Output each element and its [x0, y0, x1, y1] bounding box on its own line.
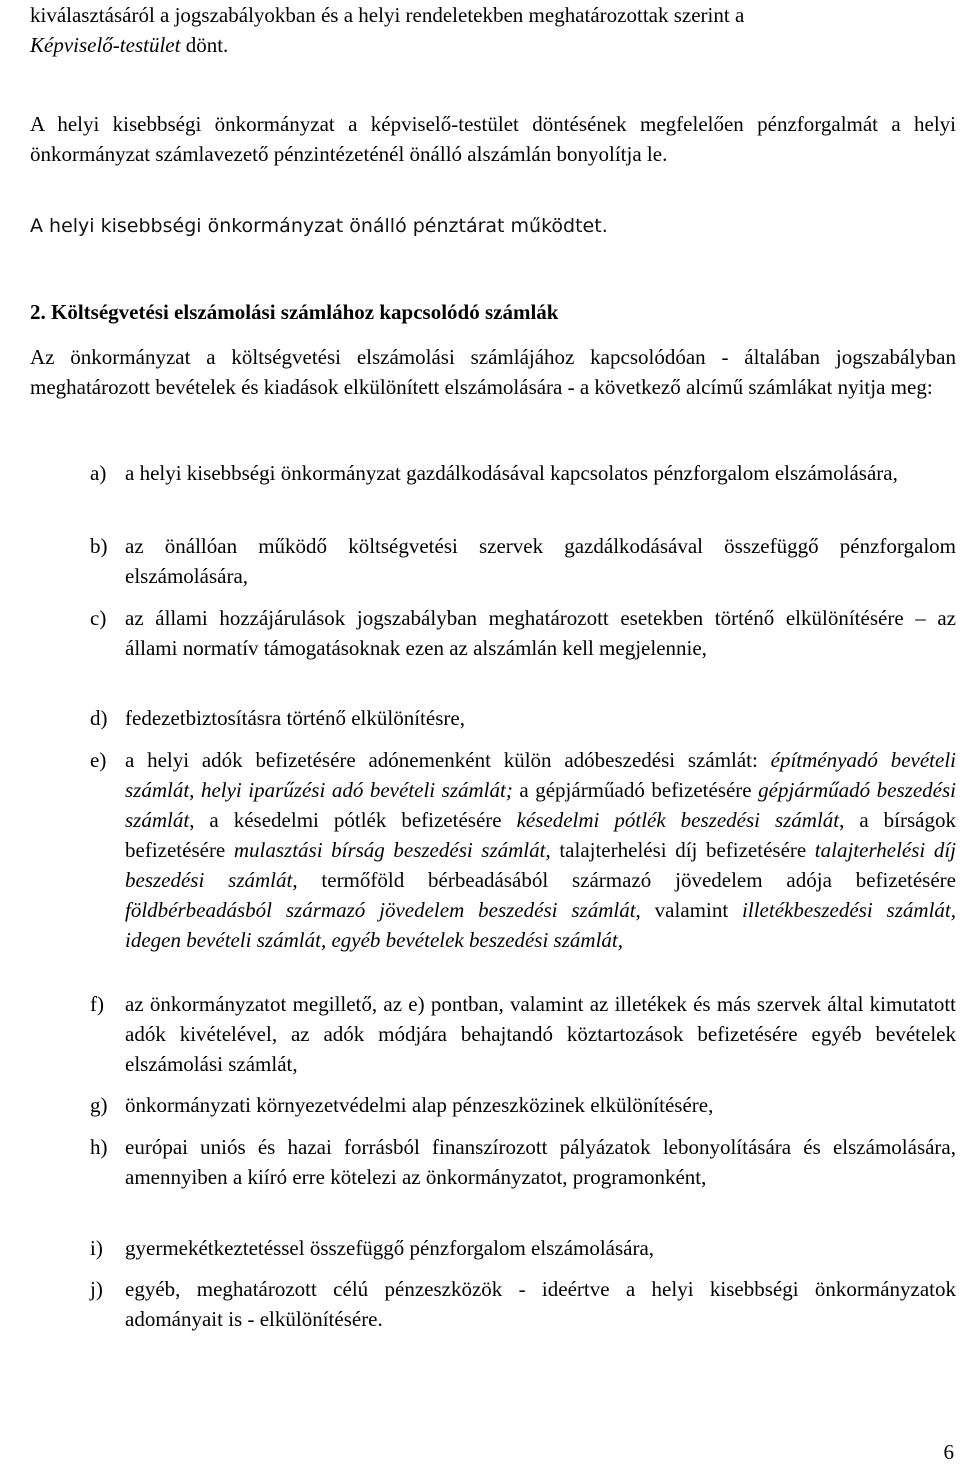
list-text-part: , valamint [635, 898, 743, 922]
list-label: c) [90, 606, 107, 630]
list-text: önkormányzati környezetvédelmi alap pénzeszközinek elkülönítésére, [125, 1093, 714, 1117]
list-text-part: , a bírságok befizetésére [125, 808, 957, 862]
page-number: 6 [943, 1440, 954, 1464]
list-item-d [90, 703, 956, 733]
list-text: az állami hozzájárulások jogszabályban meghatározott esetekben történő elkülönítésére – az állami normatív támogatásoknak ezen az alszámlán kell megjelennie, [125, 606, 956, 660]
list-text: az önkormányzatot megillető, az e) pontban, valamint az illetékek és más szervek által kimutatott adók kivételével, az adók módjára behajtandó köztartozások befizetésére egyéb bevételek elszámolási számlát, [125, 992, 956, 1076]
document-page [30, 0, 956, 1470]
list-item-g [90, 1090, 956, 1120]
list-label: b) [90, 534, 108, 558]
list-text-part: , a késedelmi pótlék befizetésére [189, 808, 517, 832]
intro-line2-rest: dönt. [180, 33, 229, 57]
list-label: h) [90, 1135, 108, 1159]
list-label: j) [90, 1277, 103, 1301]
list-text-italic: építményadó bevételi számlát, helyi iparűzési adó bevételi számlát; [125, 748, 956, 802]
list-text-italic: illetékbeszedési számlát, idegen bevételi számlát, egyéb bevételek beszedési számlát, [125, 898, 956, 952]
list-text: európai uniós és hazai forrásból finanszírozott pályázatok lebonyolítására és elszámolására, amennyiben a kiíró erre kötelezi az önkormányzatot, programonként, [125, 1135, 956, 1189]
list-label: e) [90, 748, 107, 772]
paragraph-penztar: A helyi kisebbségi önkormányzat önálló pénztárat működtet. [30, 215, 608, 237]
list-item-i [90, 1233, 956, 1263]
list-item-h [90, 1132, 956, 1192]
list-text [125, 745, 956, 955]
list-item-f [90, 989, 956, 1079]
list-item-c [90, 603, 956, 663]
list-item-e [90, 745, 956, 955]
list-text-italic: mulasztási bírság beszedési számlát [233, 838, 546, 862]
list-text-part: a helyi adók befizetésére adónemenként külön adóbeszedési számlát: [125, 748, 771, 772]
list-text: fedezetbiztosításra történő elkülönítésre, [125, 706, 465, 730]
section-intro: Az önkormányzat a költségvetési elszámolási számlájához kapcsolódóan - általában jogszabályban meghatározott bevételek és kiadások elkülönített elszámolására - a következő alcímű számlákat nyitja meg: [30, 345, 956, 399]
list-text-italic: gépjárműadó beszedési számlát [125, 778, 956, 832]
intro-paragraph [30, 0, 956, 60]
list-label: d) [90, 706, 108, 730]
list-text: egyéb, meghatározott célú pénzeszközök - ideértve a helyi kisebbségi önkormányzatok adományait is - elkülönítésére. [125, 1277, 956, 1331]
list-text: az önállóan működő költségvetési szervek gazdálkodásával összefüggő pénzforgalom elszámolására, [125, 534, 956, 588]
list-text-part: a gépjárműadó befizetésére [512, 778, 759, 802]
intro-italic-term: Képviselő-testület [30, 33, 181, 57]
list-text-italic: talajterhelési díj beszedési számlát [125, 838, 956, 892]
list-text-italic: késedelmi pótlék beszedési számlát [516, 808, 840, 832]
list-text: gyermekétkeztetéssel összefüggő pénzforgalom elszámolására, [125, 1236, 655, 1260]
section-title: 2. Költségvetési elszámolási számlához kapcsolódó számlák [30, 300, 559, 324]
list-text-italic: földbérbeadásból származó jövedelem beszedési számlát [125, 898, 636, 922]
list-text-part: , termőföld bérbeadásából származó jövedelem adója befizetésére [292, 868, 956, 892]
list-item-b [90, 531, 956, 591]
list-item-a [90, 458, 956, 488]
list-label: a) [90, 461, 107, 485]
list-label: i) [90, 1236, 103, 1260]
list-text-part: , talajterhelési díj befizetésére [545, 838, 815, 862]
list-text: a helyi kisebbségi önkormányzat gazdálkodásával kapcsolatos pénzforgalom elszámolására, [125, 461, 898, 485]
intro-line1: kiválasztásáról a jogszabályokban és a helyi rendeletekben meghatározottak szerint a [30, 3, 745, 27]
list-label: f) [90, 992, 104, 1016]
paragraph-alszamla: A helyi kisebbségi önkormányzat a képviselő-testület döntésének megfelelően pénzforgalmát a helyi önkormányzat számlavezető pénzintézeténél önálló alszámlán bonyolítja le. [30, 112, 956, 166]
list-item-j [90, 1274, 956, 1334]
list-label: g) [90, 1093, 108, 1117]
